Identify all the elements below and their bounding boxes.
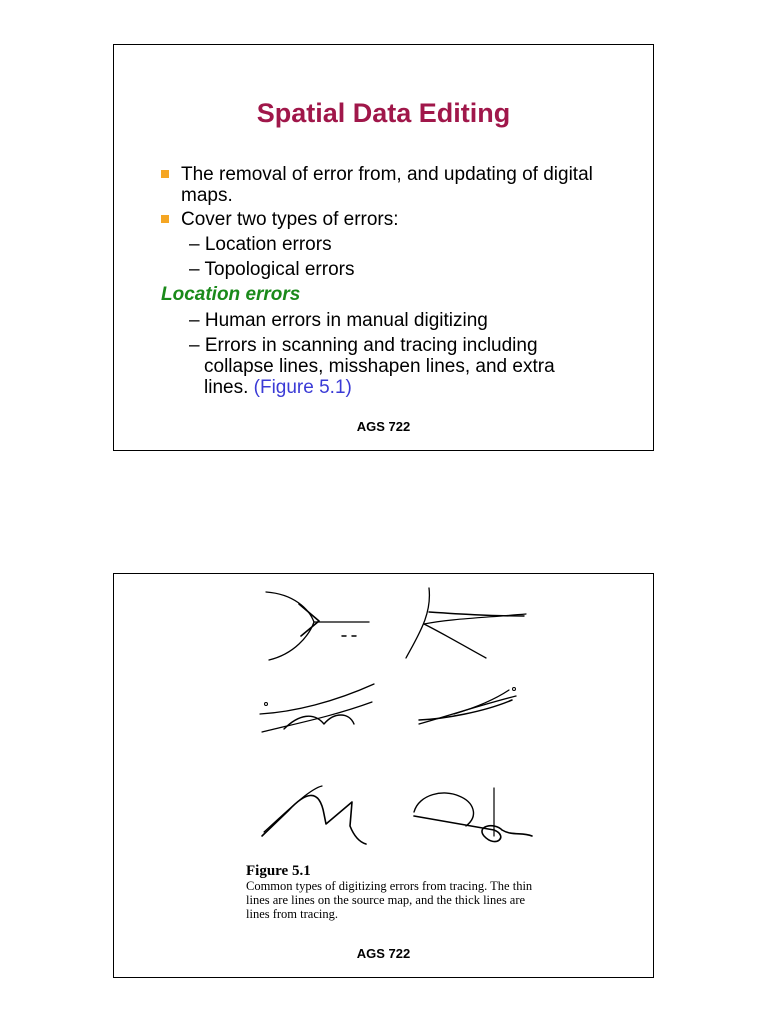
section-item-2-lines: lines. (204, 377, 249, 398)
sketch-line (266, 592, 314, 660)
slide-2 (113, 573, 654, 978)
section-item-2-cont: collapse lines, misshapen lines, and extra (204, 356, 555, 377)
sketch-line (406, 588, 429, 658)
section-heading: Location errors (161, 284, 301, 305)
slide-1 (113, 44, 654, 451)
figure-title: Figure 5.1 (246, 863, 311, 879)
section-item-2 (189, 335, 619, 398)
figure-link[interactable]: (Figure 5.1) (253, 377, 352, 398)
sketch-line (262, 702, 372, 732)
sketch-dot (513, 688, 516, 691)
slide-footer: AGS 722 (356, 419, 411, 434)
section-item-2-line: – Errors in scanning and tracing including (189, 335, 538, 356)
bullet-item-1: The removal of error from, and updating of digital maps. (181, 164, 593, 206)
sketch-dot (265, 703, 268, 706)
sketch-line (424, 614, 526, 624)
section-item-1: – Human errors in manual digitizing (189, 310, 488, 331)
bullet-marker (161, 170, 169, 178)
figure-sketches (114, 574, 655, 864)
slide-title: Spatial Data Editing (256, 98, 511, 128)
sketch-line (260, 684, 374, 714)
slide-footer: AGS 722 (356, 946, 411, 961)
section-item-2-last (189, 377, 619, 398)
figure-caption (246, 864, 546, 921)
figure-caption-text: Common types of digitizing errors from tracing. The thin lines are lines on the source map, and the thick lines are lines from tracing. (246, 879, 533, 921)
sketch-line (424, 624, 486, 658)
sketch-line (284, 715, 354, 729)
subitem-topological-errors: – Topological errors (189, 259, 355, 280)
bullet-marker (161, 215, 169, 223)
subitem-location-errors: – Location errors (189, 234, 332, 255)
sketch-line (414, 816, 532, 842)
bullet-item-2: Cover two types of errors: (181, 209, 399, 230)
